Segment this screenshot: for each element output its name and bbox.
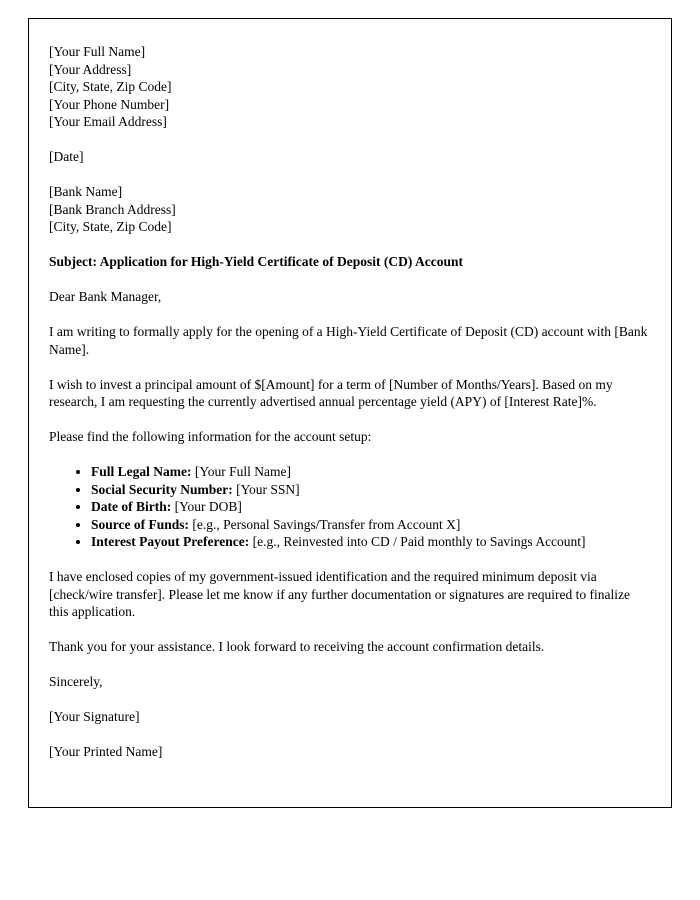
paragraph-thanks: Thank you for your assistance. I look forward to receiving the account confirmation details. — [49, 639, 545, 654]
list-item-label: Interest Payout Preference: — [91, 534, 250, 549]
list-item-label: Full Legal Name: — [91, 464, 192, 479]
list-item-interest-payout — [91, 533, 651, 551]
list-item-ssn — [91, 481, 651, 499]
recipient-address-block — [49, 183, 651, 236]
paragraph-intro: I am writing to formally apply for the opening of a High-Yield Certificate of Deposit (CD) account with [Bank Name]. — [49, 324, 648, 357]
sender-email: [Your Email Address] — [49, 114, 167, 129]
sender-city-state-zip: [City, State, Zip Code] — [49, 79, 172, 94]
list-item-value: [Your Full Name] — [191, 464, 292, 479]
list-item-full-legal-name — [91, 463, 651, 481]
signature-placeholder: [Your Signature] — [49, 709, 140, 724]
sender-phone: [Your Phone Number] — [49, 96, 170, 112]
list-item-value: [Your DOB] — [171, 499, 242, 514]
subject-line: Subject: Application for High-Yield Certificate of Deposit (CD) Account — [49, 254, 463, 269]
list-item-value: [e.g., Reinvested into CD / Paid monthly to Savings Account] — [249, 534, 586, 549]
list-item-label: Date of Birth: — [91, 499, 172, 514]
paragraph-enclosures: I have enclosed copies of my government-issued identification and the required minimum deposit via [check/wire transfer]. Please let me know if any further documentation or signatures are required to finalize this application. — [49, 569, 631, 619]
list-item-value: [Your SSN] — [232, 481, 300, 497]
salutation: Dear Bank Manager, — [49, 289, 162, 304]
printed-name-placeholder: [Your Printed Name] — [49, 744, 163, 759]
recipient-bank-name: [Bank Name] — [49, 184, 123, 199]
recipient-branch-address: [Bank Branch Address] — [49, 201, 176, 217]
paragraph-investment: I wish to invest a principal amount of $[Amount] for a term of [Number of Months/Years]. Based on my research, I am requesting the currently advertised annual percentage yield (APY) of [Interest Rate]%. — [49, 376, 613, 409]
recipient-city-state-zip: [City, State, Zip Code] — [49, 219, 172, 234]
list-item-dob — [91, 498, 651, 516]
sender-name: [Your Full Name] — [49, 44, 146, 59]
letter-container — [28, 18, 672, 808]
list-item-value: [e.g., Personal Savings/Transfer from Account X] — [189, 516, 461, 532]
signoff: Sincerely, — [49, 674, 103, 689]
date-block — [49, 148, 651, 166]
sender-address: [Your Address] — [49, 61, 132, 77]
date-line: [Date] — [49, 149, 84, 164]
list-item-label: Social Security Number: — [91, 481, 233, 497]
list-item-source-of-funds — [91, 516, 651, 534]
account-details-list — [49, 463, 651, 551]
list-item-label: Source of Funds: — [91, 516, 190, 532]
sender-address-block — [49, 43, 651, 131]
paragraph-setup-lead-in: Please find the following information for the account setup: — [49, 429, 372, 444]
